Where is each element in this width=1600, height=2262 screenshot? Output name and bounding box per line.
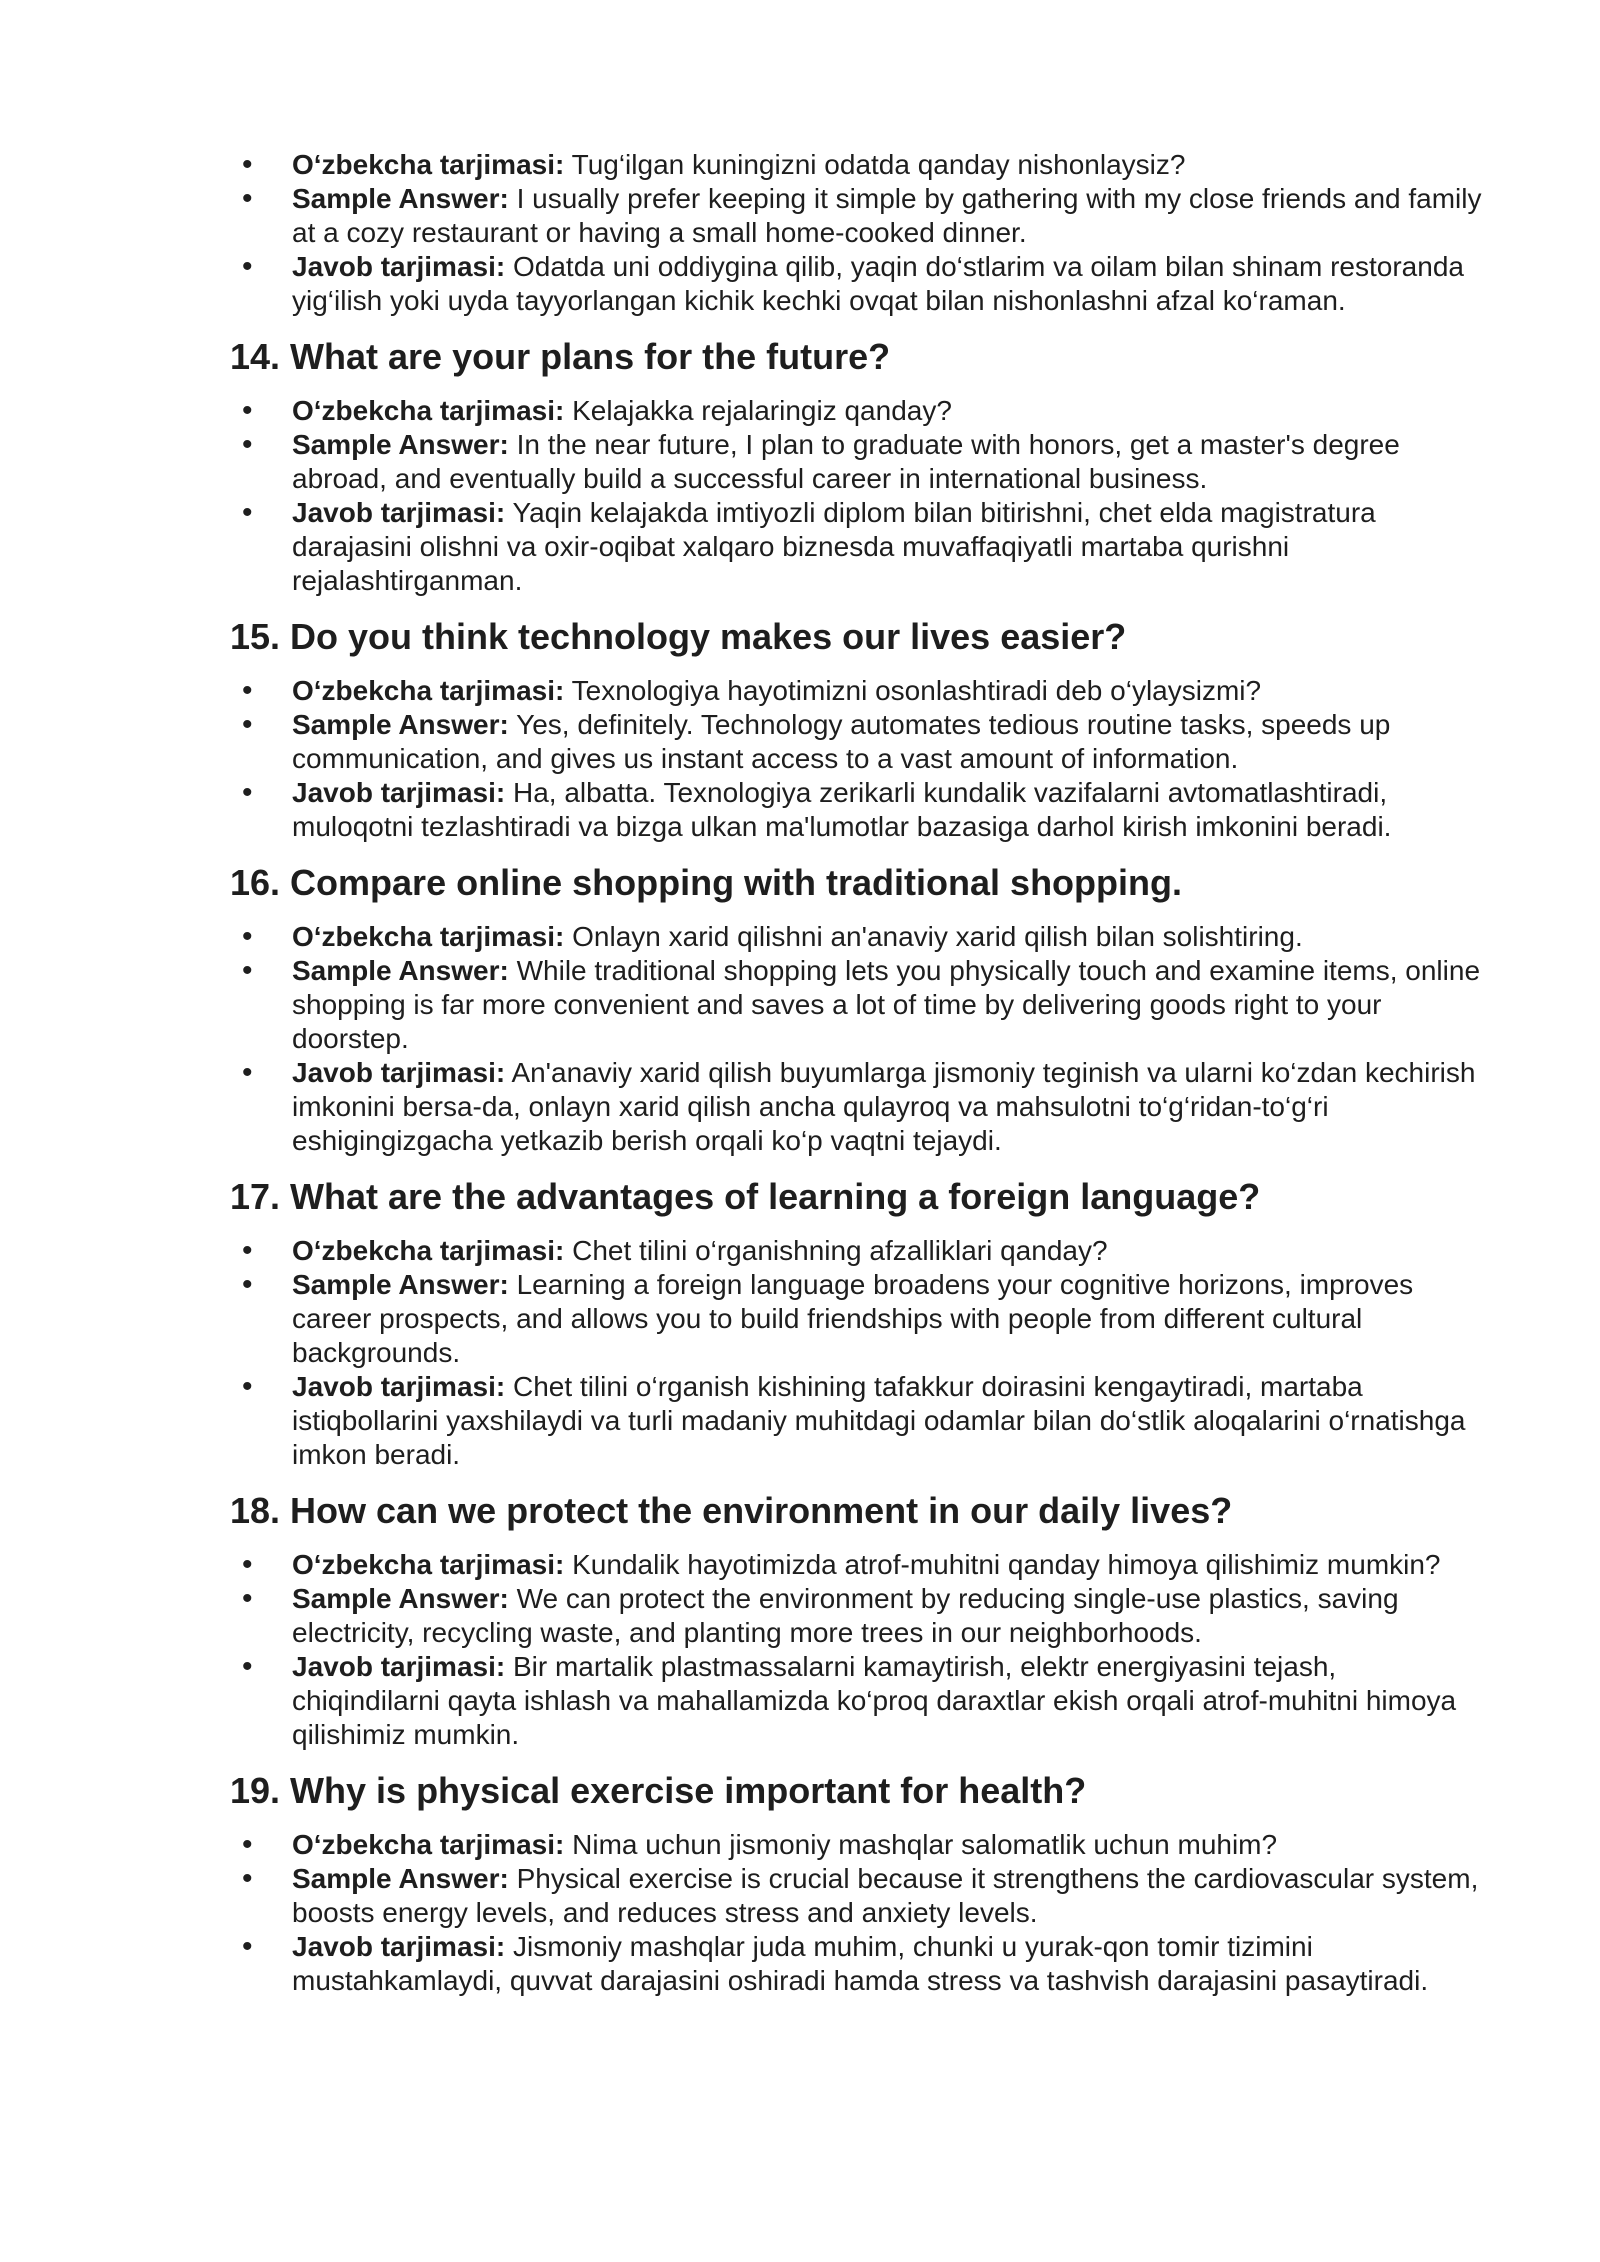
list-item bbox=[230, 1582, 1490, 1650]
list-item bbox=[230, 674, 1490, 708]
question-heading bbox=[230, 336, 1490, 378]
question-text: Compare online shopping with traditional shopping. bbox=[290, 862, 1183, 903]
item-label: Javob tarjimasi: bbox=[292, 777, 506, 808]
list-item bbox=[230, 1828, 1490, 1862]
question-heading bbox=[230, 1490, 1490, 1532]
list-item bbox=[230, 148, 1490, 182]
item-label: O‘zbekcha tarjimasi: bbox=[292, 921, 565, 952]
question-section bbox=[230, 1176, 1490, 1472]
list-item bbox=[230, 1650, 1490, 1752]
list-item bbox=[230, 1056, 1490, 1158]
item-label: Javob tarjimasi: bbox=[292, 497, 506, 528]
item-label: Javob tarjimasi: bbox=[292, 1931, 506, 1962]
question-text: Why is physical exercise important for health? bbox=[290, 1770, 1087, 1811]
item-text: Learning a foreign language broadens your cognitive horizons, improves career prospects, and allows you to build friendships with people from different cultural backgrounds. bbox=[292, 1269, 1414, 1368]
document-page bbox=[230, 148, 1490, 1998]
item-text: While traditional shopping lets you physically touch and examine items, online shopping is far more convenient and saves a lot of time by delivering goods right to your doorstep. bbox=[292, 955, 1481, 1054]
item-text: Yes, definitely. Technology automates tedious routine tasks, speeds up communication, and gives us instant access to a vast amount of information. bbox=[292, 709, 1391, 774]
item-text: In the near future, I plan to graduate with honors, get a master's degree abroad, and eventually build a successful career in international business. bbox=[292, 429, 1400, 494]
item-label: O‘zbekcha tarjimasi: bbox=[292, 675, 565, 706]
list-item bbox=[230, 496, 1490, 598]
question-number: 14. bbox=[230, 336, 281, 377]
list-item bbox=[230, 1370, 1490, 1472]
list-item bbox=[230, 708, 1490, 776]
item-label: Javob tarjimasi: bbox=[292, 251, 506, 282]
answer-list bbox=[230, 920, 1490, 1158]
question-section bbox=[230, 862, 1490, 1158]
question-text: Do you think technology makes our lives easier? bbox=[290, 616, 1127, 657]
item-text: Ha, albatta. Texnologiya zerikarli kundalik vazifalarni avtomatlashtiradi, muloqotni tezlashtiradi va bizga ulkan ma'lumotlar bazasiga darhol kirish imkonini beradi. bbox=[292, 777, 1392, 842]
intro-answer-list bbox=[230, 148, 1490, 318]
list-item bbox=[230, 1862, 1490, 1930]
list-item bbox=[230, 1548, 1490, 1582]
question-heading bbox=[230, 616, 1490, 658]
question-text: What are the advantages of learning a foreign language? bbox=[290, 1176, 1261, 1217]
answer-list bbox=[230, 1828, 1490, 1998]
item-label: O‘zbekcha tarjimasi: bbox=[292, 1829, 565, 1860]
item-label: Sample Answer: bbox=[292, 429, 509, 460]
list-item bbox=[230, 920, 1490, 954]
question-heading bbox=[230, 1770, 1490, 1812]
question-section bbox=[230, 616, 1490, 844]
item-label: Sample Answer: bbox=[292, 709, 509, 740]
answer-list bbox=[230, 394, 1490, 598]
item-label: O‘zbekcha tarjimasi: bbox=[292, 395, 565, 426]
item-label: Javob tarjimasi: bbox=[292, 1057, 506, 1088]
item-text: Yaqin kelajakda imtiyozli diplom bilan bitirishni, chet elda magistratura darajasini olishni va oxir-oqibat xalqaro biznesda muvaffaqiyatli martaba qurishni rejalashtirganman. bbox=[292, 497, 1376, 596]
item-label: O‘zbekcha tarjimasi: bbox=[292, 1549, 565, 1580]
item-label: O‘zbekcha tarjimasi: bbox=[292, 1235, 565, 1266]
item-text: Onlayn xarid qilishni an'anaviy xarid qilish bilan solishtiring. bbox=[572, 921, 1303, 952]
item-text: Chet tilini o‘rganishning afzalliklari qanday? bbox=[572, 1235, 1108, 1266]
item-text: Bir martalik plastmassalarni kamaytirish, elektr energiyasini tejash, chiqindilarni qayta ishlash va mahallamizda ko‘proq daraxtlar ekish orqali atrof-muhitni himoya qilishimiz mumkin. bbox=[292, 1651, 1457, 1750]
question-number: 18. bbox=[230, 1490, 281, 1531]
item-text: Texnologiya hayotimizni osonlashtiradi deb o‘ylaysizmi? bbox=[571, 675, 1262, 706]
item-label: O‘zbekcha tarjimasi: bbox=[292, 149, 565, 180]
item-label: Sample Answer: bbox=[292, 183, 509, 214]
question-section bbox=[230, 1770, 1490, 1998]
question-text: What are your plans for the future? bbox=[290, 336, 891, 377]
list-item bbox=[230, 954, 1490, 1056]
question-section bbox=[230, 336, 1490, 598]
question-number: 15. bbox=[230, 616, 281, 657]
list-item bbox=[230, 1268, 1490, 1370]
question-number: 19. bbox=[230, 1770, 281, 1811]
answer-list bbox=[230, 1234, 1490, 1472]
question-sections bbox=[230, 336, 1490, 1998]
list-item bbox=[230, 1930, 1490, 1998]
list-item bbox=[230, 776, 1490, 844]
item-text: Kelajakka rejalaringiz qanday? bbox=[572, 395, 952, 426]
item-text: Kundalik hayotimizda atrof-muhitni qanday himoya qilishimiz mumkin? bbox=[572, 1549, 1441, 1580]
item-label: Sample Answer: bbox=[292, 955, 509, 986]
question-heading bbox=[230, 862, 1490, 904]
item-text: I usually prefer keeping it simple by gathering with my close friends and family at a cozy restaurant or having a small home-cooked dinner. bbox=[292, 183, 1482, 248]
item-text: Nima uchun jismoniy mashqlar salomatlik uchun muhim? bbox=[572, 1829, 1278, 1860]
item-text: Jismoniy mashqlar juda muhim, chunki u yurak-qon tomir tizimini mustahkamlaydi, quvvat darajasini oshiradi hamda stress va tashvish darajasini pasaytiradi. bbox=[292, 1931, 1429, 1996]
question-heading bbox=[230, 1176, 1490, 1218]
question-text: How can we protect the environment in our daily lives? bbox=[290, 1490, 1233, 1531]
list-item bbox=[230, 182, 1490, 250]
answer-list bbox=[230, 674, 1490, 844]
list-item bbox=[230, 1234, 1490, 1268]
item-text: Chet tilini o‘rganish kishining tafakkur doirasini kengaytiradi, martaba istiqbollarini yaxshilaydi va turli madaniy muhitdagi odamlar bilan do‘stlik aloqalarini o‘rnatishga imkon beradi. bbox=[292, 1371, 1466, 1470]
item-text: We can protect the environment by reducing single-use plastics, saving electricity, recycling waste, and planting more trees in our neighborhoods. bbox=[292, 1583, 1399, 1648]
item-label: Sample Answer: bbox=[292, 1583, 509, 1614]
list-item bbox=[230, 428, 1490, 496]
item-text: Physical exercise is crucial because it strengthens the cardiovascular system, boosts energy levels, and reduces stress and anxiety levels. bbox=[292, 1863, 1479, 1928]
list-item bbox=[230, 394, 1490, 428]
list-item bbox=[230, 250, 1490, 318]
question-number: 16. bbox=[230, 862, 281, 903]
question-section bbox=[230, 1490, 1490, 1752]
item-label: Javob tarjimasi: bbox=[292, 1371, 506, 1402]
item-text: Odatda uni oddiygina qilib, yaqin do‘stlarim va oilam bilan shinam restoranda yig‘ilish yoki uyda tayyorlangan kichik kechki ovqat bilan nishonlashni afzal ko‘raman. bbox=[292, 251, 1464, 316]
item-label: Sample Answer: bbox=[292, 1863, 509, 1894]
item-label: Javob tarjimasi: bbox=[292, 1651, 506, 1682]
item-label: Sample Answer: bbox=[292, 1269, 509, 1300]
item-text: An'anaviy xarid qilish buyumlarga jismoniy teginish va ularni ko‘zdan kechirish imkonini bersa-da, onlayn xarid qilish ancha qulayroq va mahsulotni to‘g‘ridan-to‘g‘ri eshigingizgacha yetkazib berish orqali ko‘p vaqtni tejaydi. bbox=[292, 1057, 1476, 1156]
item-text: Tug‘ilgan kuningizni odatda qanday nishonlaysiz? bbox=[571, 149, 1186, 180]
answer-list bbox=[230, 1548, 1490, 1752]
question-number: 17. bbox=[230, 1176, 281, 1217]
